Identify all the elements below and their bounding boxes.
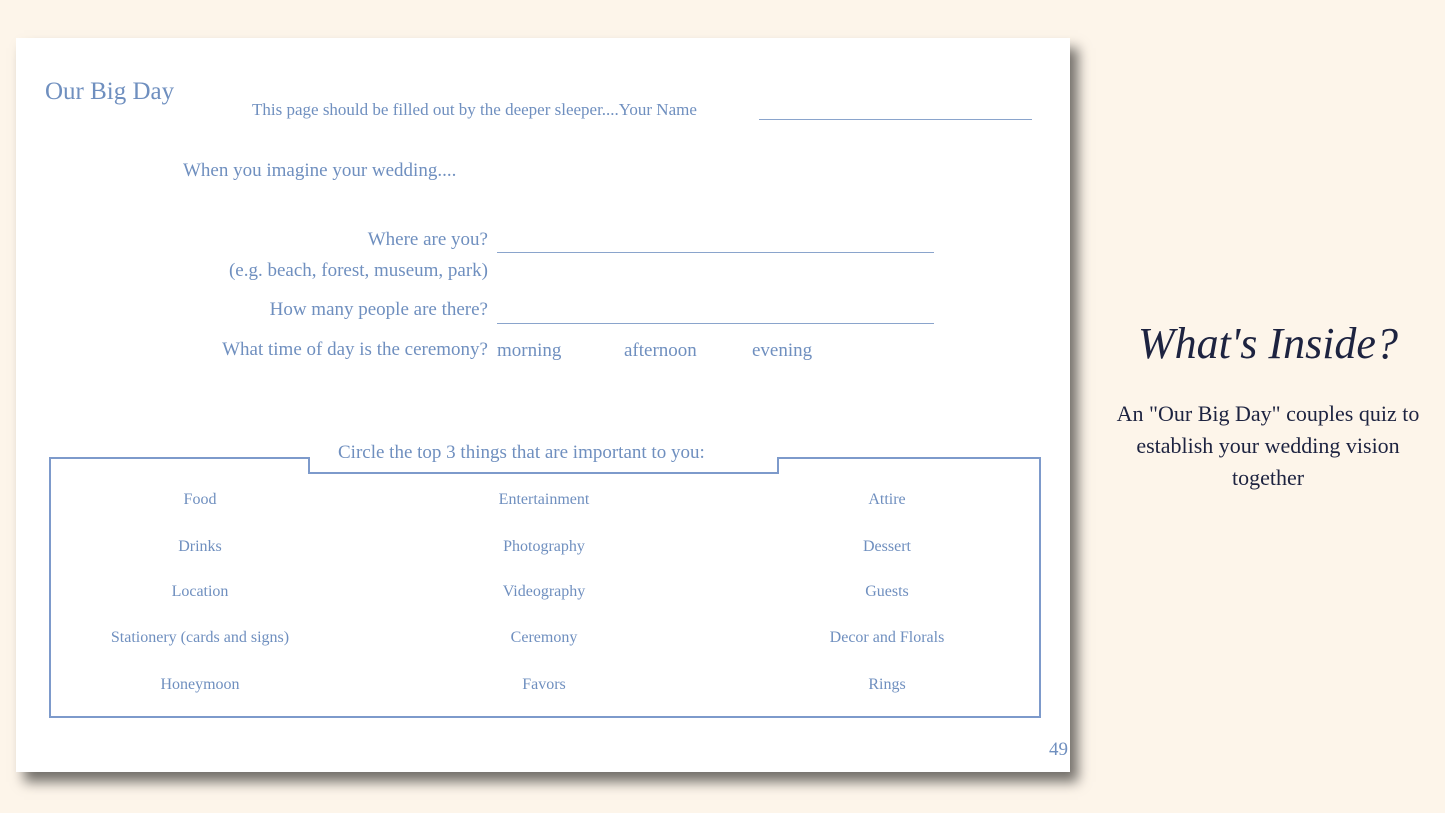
intro-text: When you imagine your wedding.... — [183, 160, 457, 181]
workbook-page — [16, 38, 1070, 772]
priority-item[interactable]: Location — [171, 583, 229, 600]
time-option-evening[interactable]: evening — [752, 340, 813, 361]
side-description: An "Our Big Day" couples quiz to establish your wedding vision together — [1116, 401, 1420, 490]
page-number: 49 — [1049, 739, 1068, 760]
priority-item[interactable]: Dessert — [863, 538, 911, 555]
circle-heading: Circle the top 3 things that are important to you: — [338, 442, 705, 463]
priority-item[interactable]: Photography — [503, 538, 585, 555]
priority-item[interactable]: Rings — [868, 676, 906, 693]
priority-item[interactable]: Ceremony — [510, 629, 578, 646]
priority-item[interactable]: Entertainment — [498, 491, 590, 508]
question-how-many: How many people are there? — [269, 299, 488, 320]
priority-item[interactable]: Attire — [868, 491, 906, 508]
priority-item[interactable]: Stationery (cards and signs) — [110, 629, 290, 646]
priority-item[interactable]: Videography — [502, 583, 586, 600]
time-option-morning[interactable]: morning — [497, 340, 562, 361]
question-time: What time of day is the ceremony? — [222, 339, 488, 360]
question-where: Where are you? — [367, 229, 488, 250]
priority-item[interactable]: Guests — [865, 583, 909, 600]
time-option-afternoon[interactable]: afternoon — [624, 340, 697, 361]
page-subtitle: This page should be filled out by the deeper sleeper....Your Name — [252, 100, 697, 119]
priority-item[interactable]: Decor and Florals — [829, 629, 945, 646]
side-title: What's Inside? — [1138, 319, 1398, 368]
page-title: Our Big Day — [45, 78, 175, 105]
priority-item[interactable]: Drinks — [178, 538, 222, 555]
priority-item[interactable]: Honeymoon — [160, 676, 240, 693]
question-where-hint: (e.g. beach, forest, museum, park) — [228, 260, 488, 281]
priority-item[interactable]: Food — [183, 491, 217, 508]
priorities-box-frame — [16, 38, 1070, 772]
priority-item[interactable]: Favors — [522, 676, 566, 693]
